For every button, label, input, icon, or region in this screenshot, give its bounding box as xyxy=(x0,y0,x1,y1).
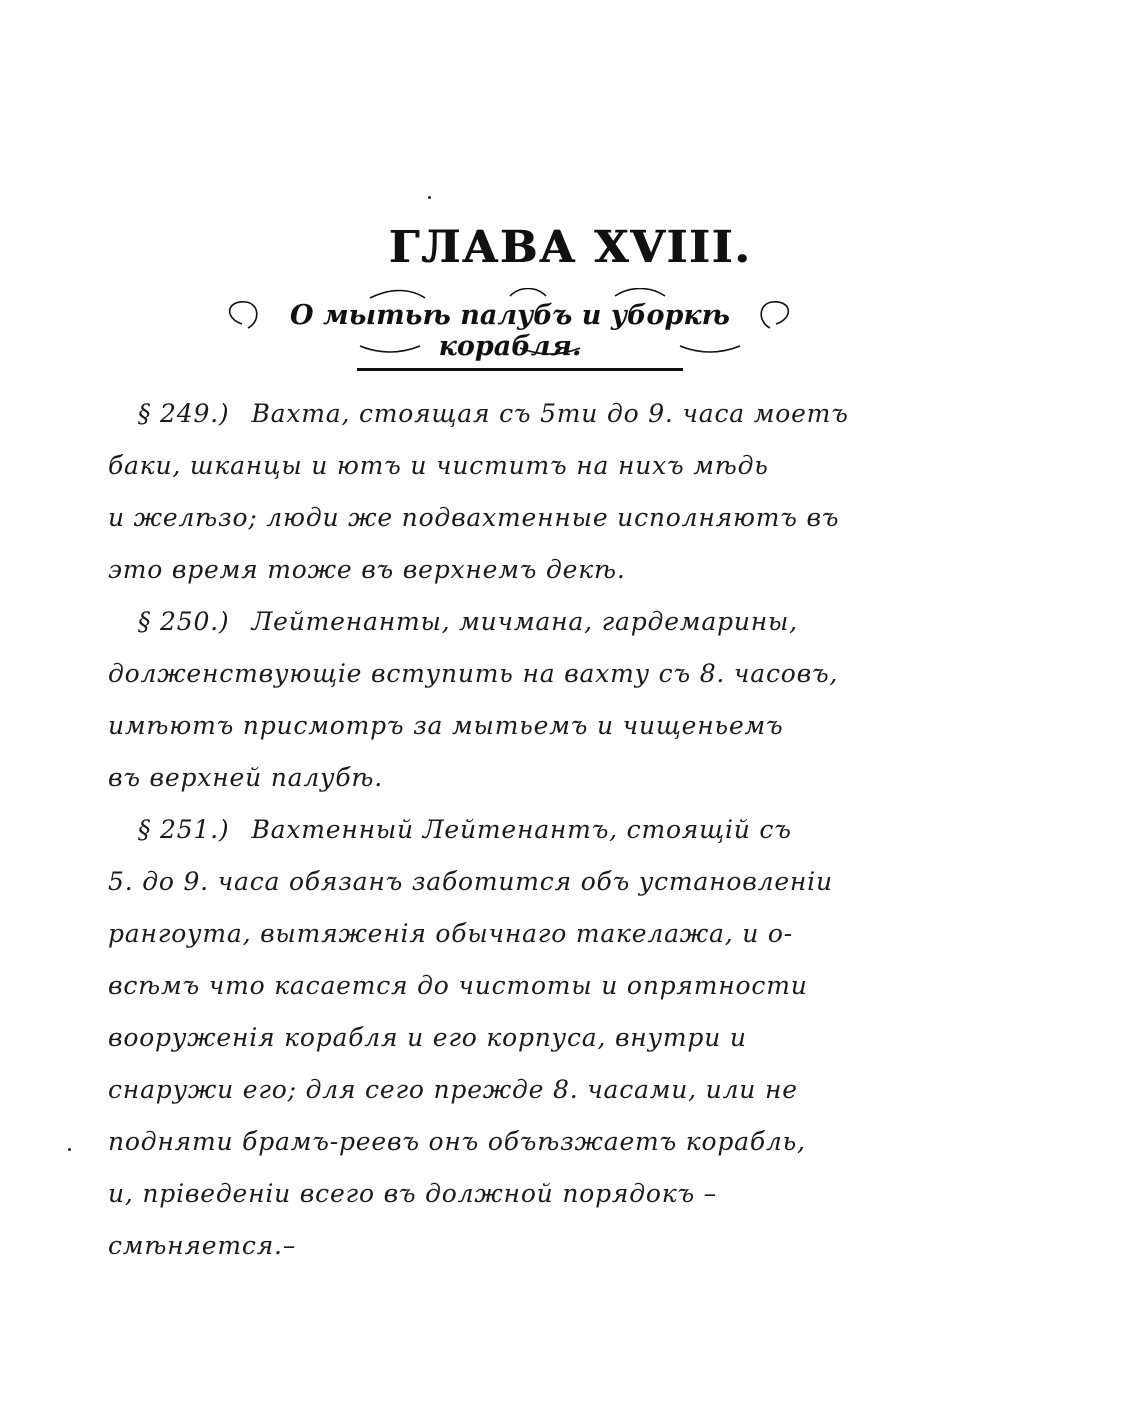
section-number: § 251.) xyxy=(138,815,230,844)
text-line: вооруженія корабля и его корпуса, внутри и xyxy=(108,1023,747,1052)
text-line: баки, шканцы и ютъ и чиститъ на нихъ мѣдь xyxy=(108,451,769,480)
paragraph-251 xyxy=(108,804,958,1272)
chapter-title: ГЛАВА XVIII. xyxy=(388,222,752,273)
ink-speck xyxy=(428,196,431,199)
text-line: всѣмъ что касается до чистоты и опрятности xyxy=(108,971,808,1000)
text-line: имѣютъ присмотръ за мытьемъ и чищеньемъ xyxy=(108,711,784,740)
text-line: въ верхней палубѣ. xyxy=(108,763,384,792)
text-line: это время тоже въ верхнемъ декѣ. xyxy=(108,555,626,584)
text-line xyxy=(108,388,958,440)
paragraph-249 xyxy=(108,388,958,596)
text-line xyxy=(108,596,958,648)
chapter-subtitle-block xyxy=(220,288,800,362)
text-line: рангоута, вытяженія обычнаго такелажа, и о- xyxy=(108,919,793,948)
manuscript-body xyxy=(108,388,958,1272)
ink-speck xyxy=(68,1148,71,1151)
text-line: и, пріведеніи всего въ должной порядокъ – xyxy=(108,1179,717,1208)
chapter-subtitle: О мытьѣ палубъ и уборкѣ корабля. xyxy=(290,300,730,362)
section-number: § 249.) xyxy=(138,399,230,428)
text-line: и желѣзо; люди же подвахтенные исполняютъ въ xyxy=(108,503,840,532)
line-text: Вахтенный Лейтенантъ, стоящій съ xyxy=(251,815,792,844)
text-line xyxy=(108,804,958,856)
line-text: Лейтенанты, мичмана, гардемарины, xyxy=(251,607,798,636)
text-line: подняти брамъ-реевъ онъ объѣзжаетъ корабль, xyxy=(108,1127,806,1156)
text-line: смѣняется.– xyxy=(108,1231,297,1260)
text-line: 5. до 9. часа обязанъ заботится объ установленіи xyxy=(108,867,833,896)
section-number: § 250.) xyxy=(138,607,230,636)
text-line: снаружи его; для сего прежде 8. часами, или не xyxy=(108,1075,798,1104)
title-divider xyxy=(357,368,683,371)
paragraph-250 xyxy=(108,596,958,804)
text-line: долженствующіе вступить на вахту съ 8. часовъ, xyxy=(108,659,839,688)
line-text: Вахта, стоящая съ 5ти до 9. часа моетъ xyxy=(251,399,849,428)
